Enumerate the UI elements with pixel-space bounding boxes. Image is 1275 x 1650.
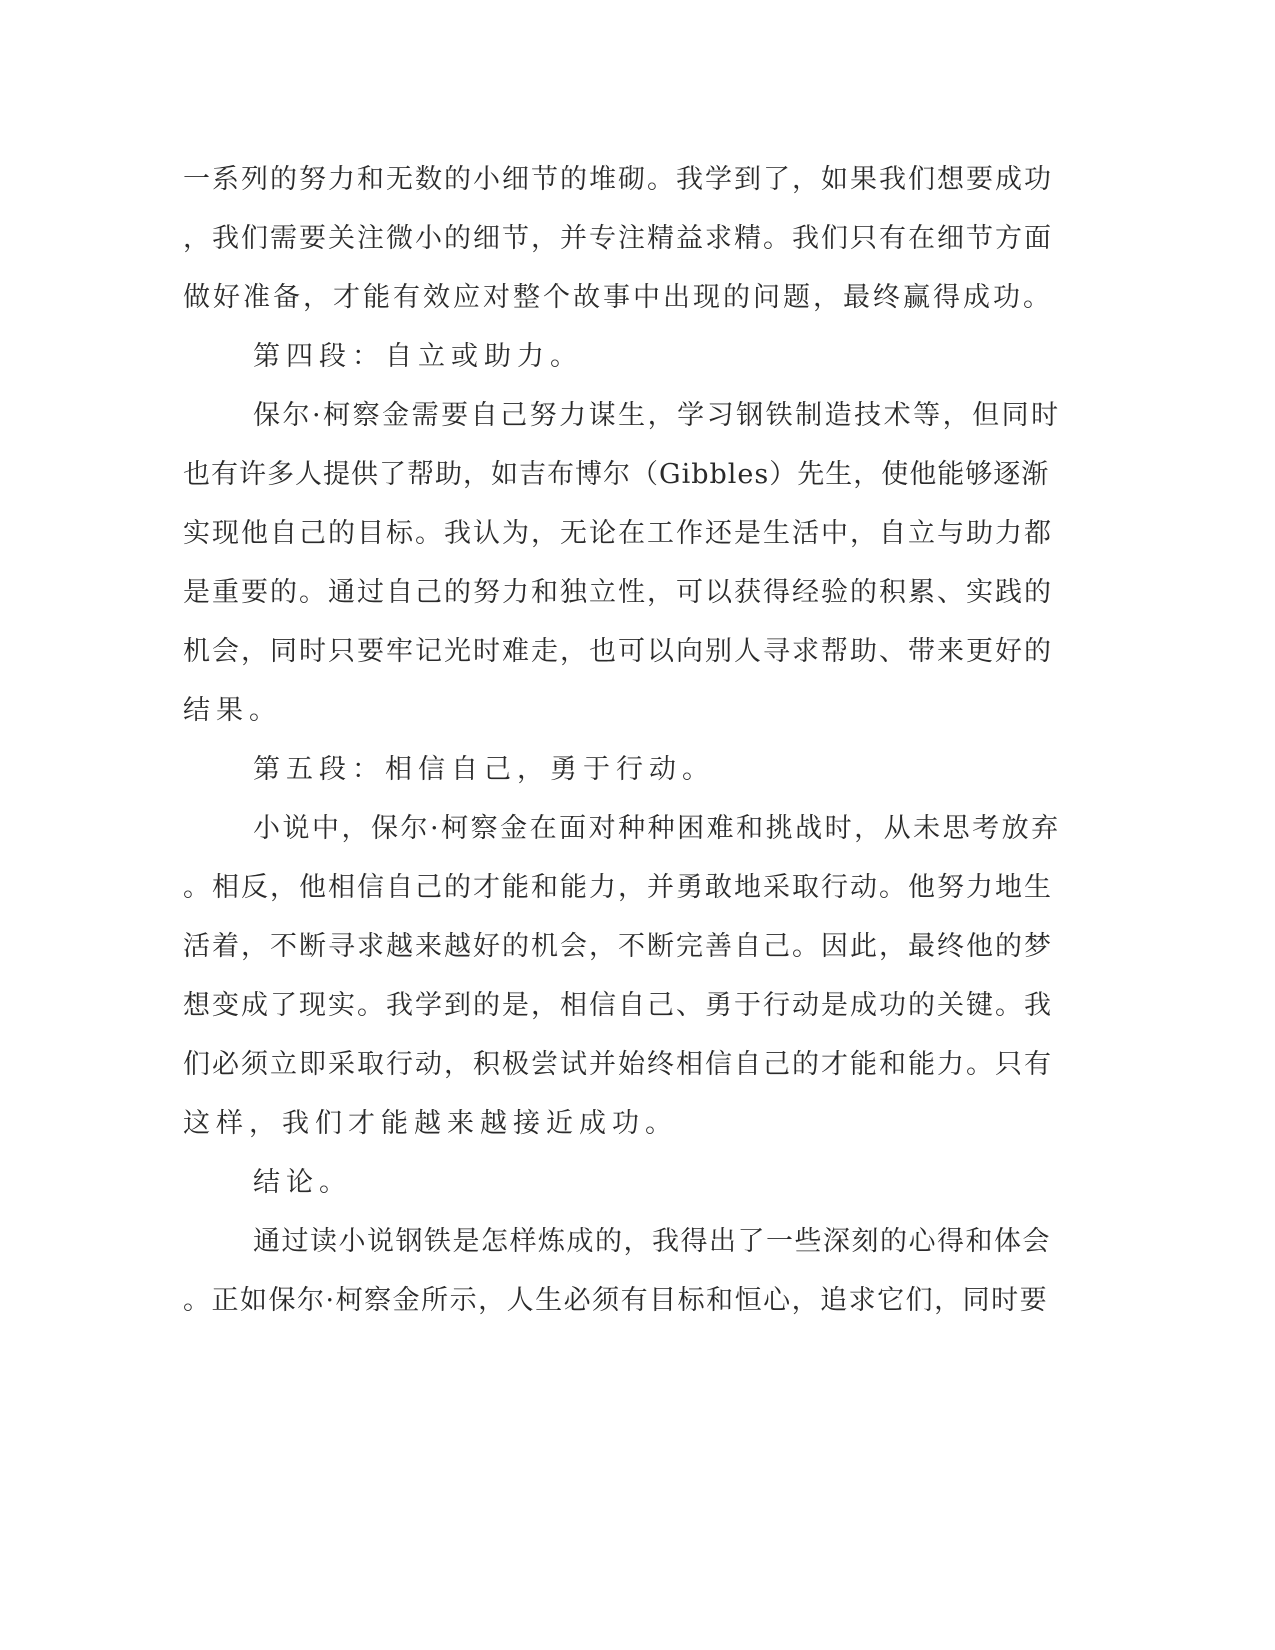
text-line: 做好准备，才能有效应对整个故事中出现的问题，最终赢得成功。 [183,282,1053,313]
body-text [183,150,1063,1330]
text-line: 想变成了现实。我学到的是，相信自己、勇于行动是成功的关键。我 [183,990,1053,1021]
text-line: 也有许多人提供了帮助，如吉布博尔（Gibbles）先生，使他能够逐渐 [183,459,1050,490]
text-line: 这样，我们才能越来越接近成功。 [183,1108,678,1139]
text-line: 们必须立即采取行动，积极尝试并始终相信自己的才能和能力。只有 [183,1049,1053,1080]
text-line: 。相反，他相信自己的才能和能力，并勇敢地采取行动。他努力地生 [183,872,1053,903]
text-line: 小说中，保尔·柯察金在面对种种困难和挑战时，从未思考放弃 [253,813,1061,844]
text-line: 结果。 [183,695,282,726]
text-line: 保尔·柯察金需要自己努力谋生，学习钢铁制造技术等，但同时 [253,400,1061,431]
text-line: 是重要的。通过自己的努力和独立性，可以获得经验的积累、实践的 [183,577,1053,608]
section-heading: 结论。 [253,1167,352,1198]
text-line: 通过读小说钢铁是怎样炼成的，我得出了一些深刻的心得和体会 [253,1226,1051,1257]
section-heading: 第四段：自立或助力。 [253,341,583,372]
text-line: 一系列的努力和无数的小细节的堆砌。我学到了，如果我们想要成功 [183,164,1053,195]
text-line: 。正如保尔·柯察金所示，人生必须有目标和恒心，追求它们，同时要 [183,1285,1049,1316]
text-line: ，我们需要关注微小的细节，并专注精益求精。我们只有在细节方面 [183,223,1053,254]
text-line: 实现他自己的目标。我认为，无论在工作还是生活中，自立与助力都 [183,518,1053,549]
section-heading: 第五段：相信自己，勇于行动。 [253,754,715,785]
text-line: 活着，不断寻求越来越好的机会，不断完善自己。因此，最终他的梦 [183,931,1053,962]
text-line: 机会，同时只要牢记光时难走，也可以向别人寻求帮助、带来更好的 [183,636,1053,667]
